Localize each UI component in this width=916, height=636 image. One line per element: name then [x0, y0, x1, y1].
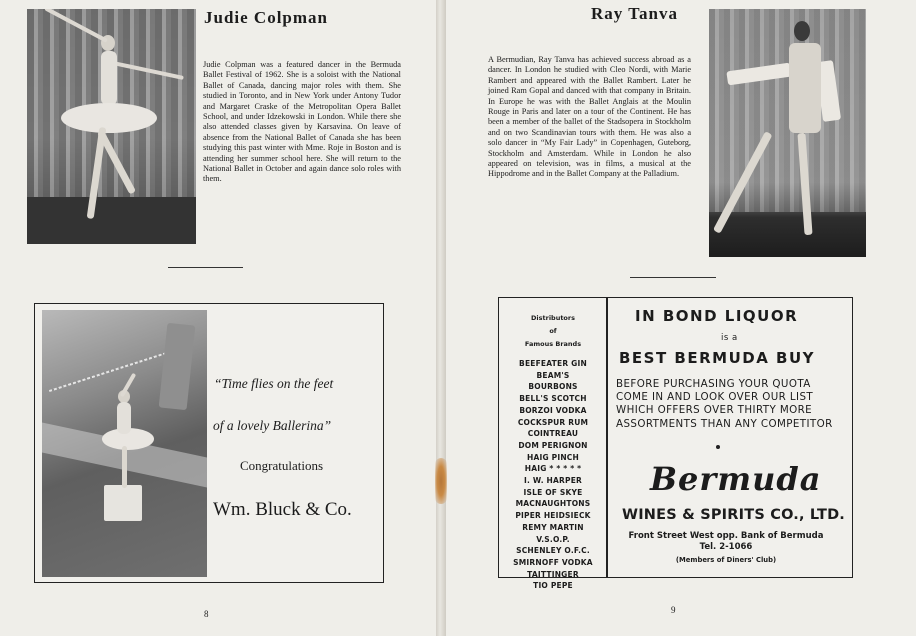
colpman-bio: Judie Colpman was a featured dancer in the Bermuda Ballet Festival of 1962. She is a soloist with the National Ballet of Canada, dancing major roles with them. She studied in Toronto, and in New York under Antony Tudor and Margaret Craske of the Metropolitan Opera Ballet School, and under Idzekowski in London. While there she also attended classes given by Karsavina. On leave of absence from the National Ballet of Canada she has been studying this past winter with Mme. Roje in Boston and is attending her summer school here. She will return to the National Ballet in October and again dance solo roles with them.: [203, 60, 401, 184]
brand-item: I. W. HARPER: [523, 476, 583, 486]
ballerina-statue-photo: [42, 310, 207, 577]
brand-item: HAIG PINCH: [527, 452, 579, 462]
bluck-company-name: Wm. Bluck & Co.: [213, 499, 352, 520]
bullet-dot: [716, 445, 720, 449]
brand-list-column: [505, 312, 601, 592]
book-spine: [436, 0, 446, 636]
ballerina-figure: [27, 9, 196, 244]
tanva-heading: Ray Tanva: [591, 4, 678, 23]
ad-congratulations: Congratulations: [240, 458, 324, 473]
distributors-label: of: [549, 327, 557, 335]
page-number-left: 8: [204, 609, 209, 619]
tanva-photo: [709, 9, 866, 257]
brand-item: TIO PEPE: [533, 581, 573, 591]
colpman-heading: Judie Colpman: [204, 8, 328, 27]
telephone-line: Tel. 2-1066: [699, 542, 753, 552]
brand-item: BEEFEATER GIN: [519, 359, 587, 368]
brand-item: BORZOI VODKA: [519, 405, 587, 415]
ad-quote-line-2: of a lovely Ballerina”: [213, 418, 332, 433]
ad-headline-is-a: is a: [721, 333, 738, 343]
brand-item: REMY MARTIN: [522, 522, 584, 532]
brand-item: PIPER HEIDSIECK: [515, 511, 591, 521]
members-note: (Members of Diners' Club): [675, 556, 777, 564]
staple-mark: [435, 458, 447, 504]
brand-item: ISLE OF SKYE: [523, 487, 583, 497]
male-dancer-figure: [709, 9, 866, 257]
brand-item: V.S.O.P.: [536, 534, 570, 544]
brand-item: COCKSPUR RUM: [517, 417, 589, 427]
ad-body-copy: BEFORE PURCHASING YOUR QUOTA COME IN AND LOOK OVER OUR LIST WHICH OFFERS OVER THIRTY MORE ASSORTMENTS THAN ANY COMPETITOR: [616, 378, 833, 430]
brand-item: TAITTINGER: [527, 569, 579, 579]
bermuda-script-logo: Bermuda: [650, 460, 822, 498]
page-number-right: 9: [671, 605, 676, 615]
tanva-bio: A Bermudian, Ray Tanva has achieved success abroad as a dancer. In London he studied with Cleo Nordi, with Marie Rambert and appeared with the Ballet Rambert. Later he joined Ram Gopal and danced with that company in Britain. In Europe he was with the Ballet Anglais at the Moulin Rouge in Paris and later on a tour of the Continent. He has been a member of the ballet of the Stadsopera in Stockholm and on two Scandinavian tours with them. He was also a solo dancer in “My Fair Lady” in Copenhagen, Guteborg, Stockholm and Amsterdam. While in London he also appeared on television, was in films, a musical at the Hippodrome and in the Ballet Company at the Palladium.: [488, 55, 691, 179]
brand-item: BEAM'S: [536, 370, 570, 380]
brand-item: SCHENLEY O.F.C.: [516, 546, 590, 556]
brand-item: BOURBONS: [528, 382, 578, 392]
brand-item: DOM PERIGNON: [518, 440, 588, 450]
brand-item: SMIRNOFF VODKA: [513, 557, 593, 567]
section-divider: [168, 267, 243, 268]
brand-item: HAIG * * * * *: [524, 464, 582, 474]
brand-item: MACNAUGHTONS: [515, 499, 591, 509]
brand-item: BELL'S SCOTCH: [519, 394, 587, 404]
brand-item: COINTREAU: [527, 429, 579, 439]
section-divider: [630, 277, 716, 278]
ad-column-divider: [606, 297, 608, 578]
ad-quote-line-1: “Time flies on the feet: [214, 376, 334, 391]
distributors-label: Famous Brands: [524, 340, 582, 348]
ad-headline-in-bond: IN BOND LIQUOR: [635, 307, 799, 325]
ad-headline-best-buy: BEST BERMUDA BUY: [619, 349, 816, 367]
bluck-advertisement: [34, 303, 384, 583]
address-line: Front Street West opp. Bank of Bermuda: [628, 531, 824, 541]
colpman-photo: [27, 9, 196, 244]
wines-spirits-company: WINES & SPIRITS CO., LTD.: [622, 507, 846, 523]
distributors-label: Distributors: [531, 314, 575, 322]
company-address: [621, 531, 831, 553]
